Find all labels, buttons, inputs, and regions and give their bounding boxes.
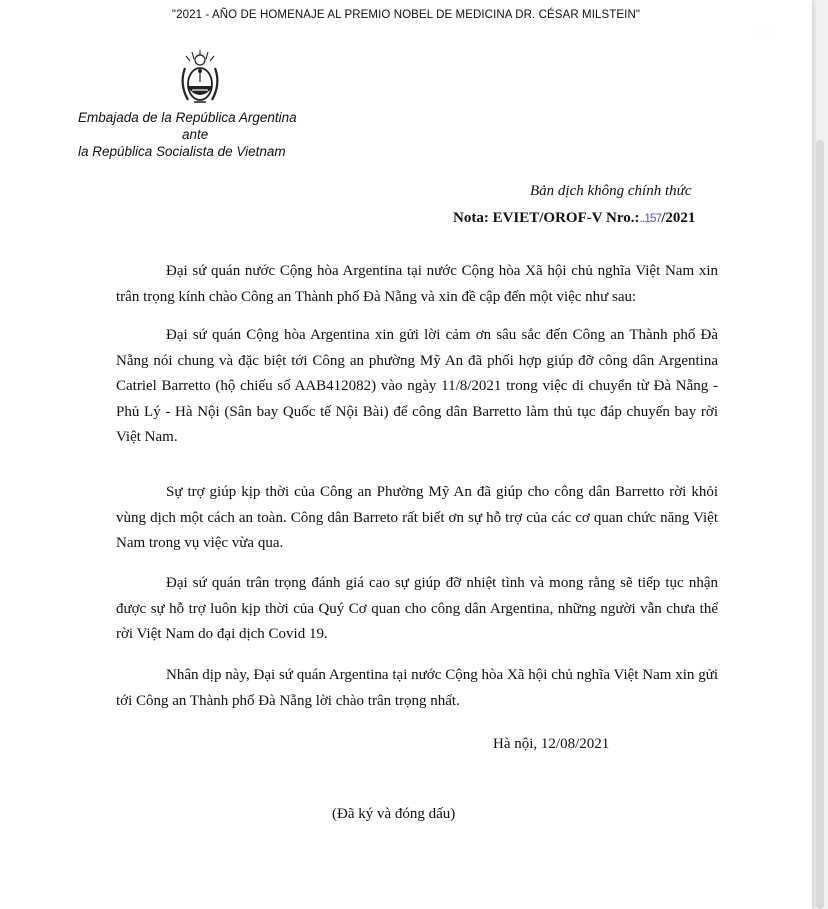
unofficial-translation-label: Bản dịch không chính thức [530, 183, 692, 199]
note-reference-number: ..157 [639, 211, 662, 225]
scrollbar[interactable] [816, 140, 824, 909]
argentina-coat-of-arms-icon [176, 48, 224, 110]
paragraph-5: Nhân dịp này, Đại sứ quán Argentina tại nước Cộng hòa Xã hội chủ nghĩa Việt Nam xin gửi tới Công an Thành phố Đà Nẵng lời chào trân trọng nhất. [116, 667, 718, 709]
sender-line-3: la República Socialista de Vietnam [78, 144, 286, 159]
paragraph-1: Đại sứ quán nước Cộng hòa Argentina tại nước Cộng hòa Xã hội chủ nghĩa Việt Nam xin trân trọng kính chào Công an Thành phố Đà Nẵng và xin đề cập đến một việc như sau: [116, 263, 718, 305]
paragraph-2: Đại sứ quán Cộng hòa Argentina xin gửi lời cảm ơn sâu sắc đến Công an Thành phố Đà Nẵng nói chung và đặc biệt tới Công an phường Mỹ An đã phối hợp giúp đỡ công dân Argentina Catriel Barretto (hộ chiếu số AAB412082) vào ngày 11/8/2021 trong việc di chuyển từ Đà Nẵng - Phủ Lý - Hà Nội (Sân bay Quốc tế Nội Bài) để công dân Barretto làm thủ tục đáp chuyến bay rời Việt Nam. [116, 327, 718, 445]
sender-block [78, 109, 297, 160]
paragraph-3: Sự trợ giúp kịp thời của Công an Phường Mỹ An đã giúp cho công dân Barretto rời khỏi vùng dịch một cách an toàn. Công dân Barreto rất biết ơn sự hỗ trợ của các cơ quan chức năng Việt Nam trong vụ việc vừa qua. [116, 484, 718, 551]
note-reference-suffix: /2021 [661, 210, 696, 226]
sender-line-2: ante [182, 127, 209, 142]
header-motto: "2021 - AÑO DE HOMENAJE AL PREMIO NOBEL DE MEDICINA DR. CÉSAR MILSTEIN" [171, 9, 641, 21]
faint-bleed-through: · · · [756, 27, 772, 38]
letter-date: Hà nội, 12/08/2021 [493, 736, 610, 752]
sender-line-1: Embajada de la República Argentina [78, 110, 297, 125]
note-reference-prefix: Nota: EVIET/OROF-V Nro.: [453, 210, 640, 226]
paragraph-4: Đại sứ quán trân trọng đánh giá cao sự giúp đỡ nhiệt tình và mong rằng sẽ tiếp tục nhận được sự hỗ trợ luôn kịp thời của Quý Cơ quan cho công dân Argentina, những người vẫn chưa thể rời Việt Nam do đại dịch Covid 19. [116, 575, 718, 642]
signed-and-sealed-note: (Đã ký và đóng dấu) [332, 806, 456, 822]
note-reference [453, 210, 695, 227]
